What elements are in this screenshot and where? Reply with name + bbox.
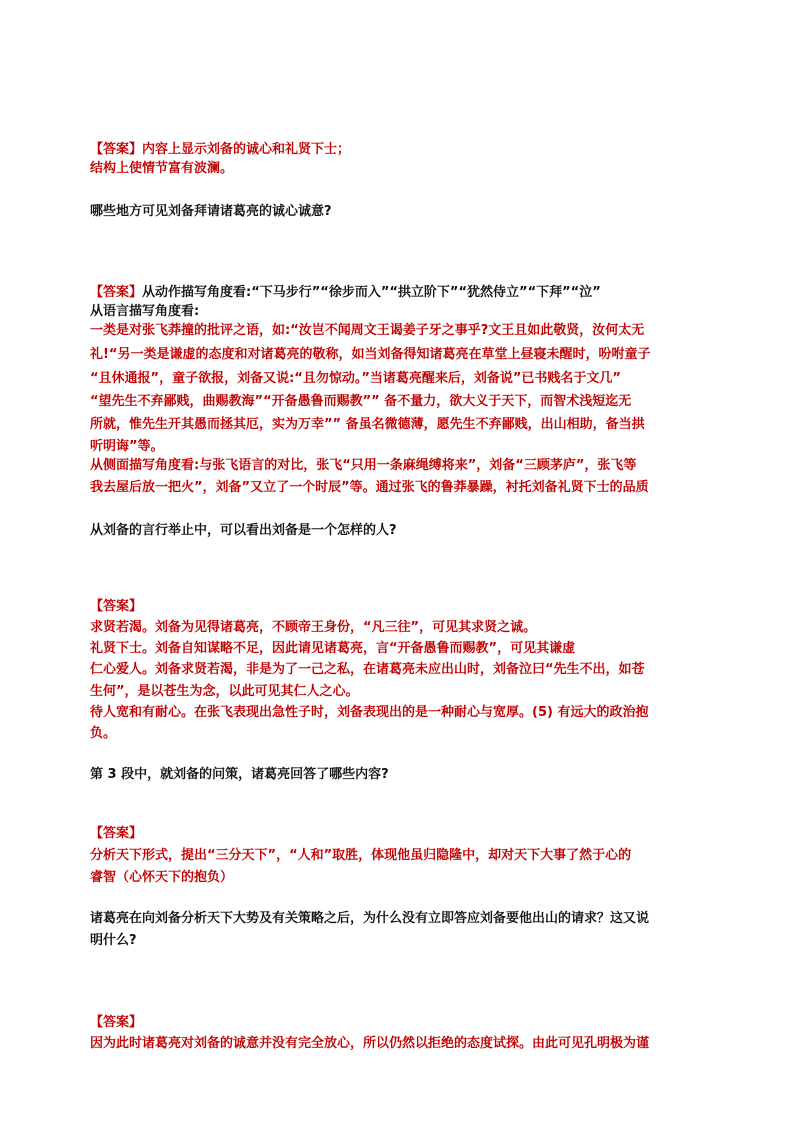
answer-label: 【答案】 xyxy=(90,285,143,300)
answer-line: 礼贤下士。刘备自知谋略不足，因此请见诸葛亮，言“开备愚鲁而赐教”，可见其谦虚 xyxy=(90,641,576,656)
answer-line: 一类是对张飞莽撞的批评之语，如:“汝岂不闻周文王谒姜子牙之事乎?文王且如此敬贤，汝何太无 xyxy=(90,323,645,338)
question-line: 哪些地方可见刘备拜请诸葛亮的诚心诚意? xyxy=(90,204,332,219)
answer-line: 分析天下形式，提出“三分天下”，“人和”取胜，体现他虽归隐隆中，却对天下大事了然于心的 xyxy=(90,848,632,863)
answer-line: 从侧面描写角度看:与张飞语言的对比，张飞“只用一条麻绳缚将来”，刘备“三顾茅庐”，张飞等 xyxy=(90,458,637,473)
answer-line: “望先生不弃鄙贱，曲赐教海”“开备愚鲁而赐教”” 备不量力，欲大义于天下，而智术浅短迄无 xyxy=(90,394,632,409)
answer-line: 礼!“另一类是谦虚的态度和对诸葛亮的敬称，如当刘备得知诸葛亮在草堂上昼寝未醒时，吩咐童子 xyxy=(90,347,651,362)
answer-line: 结构上使情节富有波澜。 xyxy=(90,161,234,176)
question-line: 明什么? xyxy=(90,933,137,948)
answer-label: 【答案】 xyxy=(90,1015,143,1030)
question-line: 从刘备的言行举止中，可以看出刘备是一个怎样的人? xyxy=(90,523,397,538)
answer-line: 睿智（心怀天下的抱负） xyxy=(90,870,234,885)
answer-label: 【答案】 xyxy=(90,142,143,157)
answer-line: 听明诲”等。 xyxy=(90,439,164,454)
answer-line: 待人宽和有耐心。在张飞表现出急性子时，刘备表现出的是一种耐心与宽厚。(5) 有远大的政治抱 xyxy=(90,705,649,720)
question-line: 第 3 段中，就刘备的问策，诸葛亮回答了哪些内容? xyxy=(90,767,389,782)
answer-line: 求贤若渴。刘备为见得诸葛亮，不顾帝王身份，“凡三往”，可见其求贤之诚。 xyxy=(90,620,537,635)
answer-label: 【答案】 xyxy=(90,826,143,841)
answer-line: 生何”，是以苍生为念，以此可见其仁人之心。 xyxy=(90,684,359,699)
answer-line: 从语言描写角度看: xyxy=(90,304,200,319)
answer-line: 负。 xyxy=(90,726,117,741)
answer-line: “且休通报”，童子欲报，刘备又说:“且勿惊动。”当诸葛亮醒来后，刘备说”已书贱名于文几” xyxy=(90,371,621,386)
answer-line: 所就，惟先生开其愚而拯其厄，实为万幸”” 备虽名微德薄，愿先生不弃鄙贱，出山相助，备当拱 xyxy=(90,417,645,432)
answer-line: 因为此时诸葛亮对刘备的诚意并没有完全放心，所以仍然以拒绝的态度试探。由此可见孔明极为谨 xyxy=(90,1036,650,1051)
answer-line: 【答案】内容上显示刘备的诚心和礼贤下士； xyxy=(90,142,351,157)
answer-label: 【答案】 xyxy=(90,599,143,614)
answer-line: 我去屋后放一把火”，刘备”又立了一个时辰”等。通过张飞的鲁莽暴躁，衬托刘备礼贤下士的品质 xyxy=(90,480,649,495)
answer-line: 仁心爱人。刘备求贤若渴，非是为了一己之私，在诸葛亮未应出山时，刘备泣曰“先生不出，如苍 xyxy=(90,662,645,677)
question-line: 诸葛亮在向刘备分析天下大势及有关策略之后，为什么没有立即答应刘备要他出山的请求？这又说 xyxy=(90,911,650,926)
answer-line: 【答案】从动作描写角度看:“下马步行”“徐步而入”“拱立阶下”“犹然侍立”“下拜”“泣” xyxy=(90,285,601,300)
